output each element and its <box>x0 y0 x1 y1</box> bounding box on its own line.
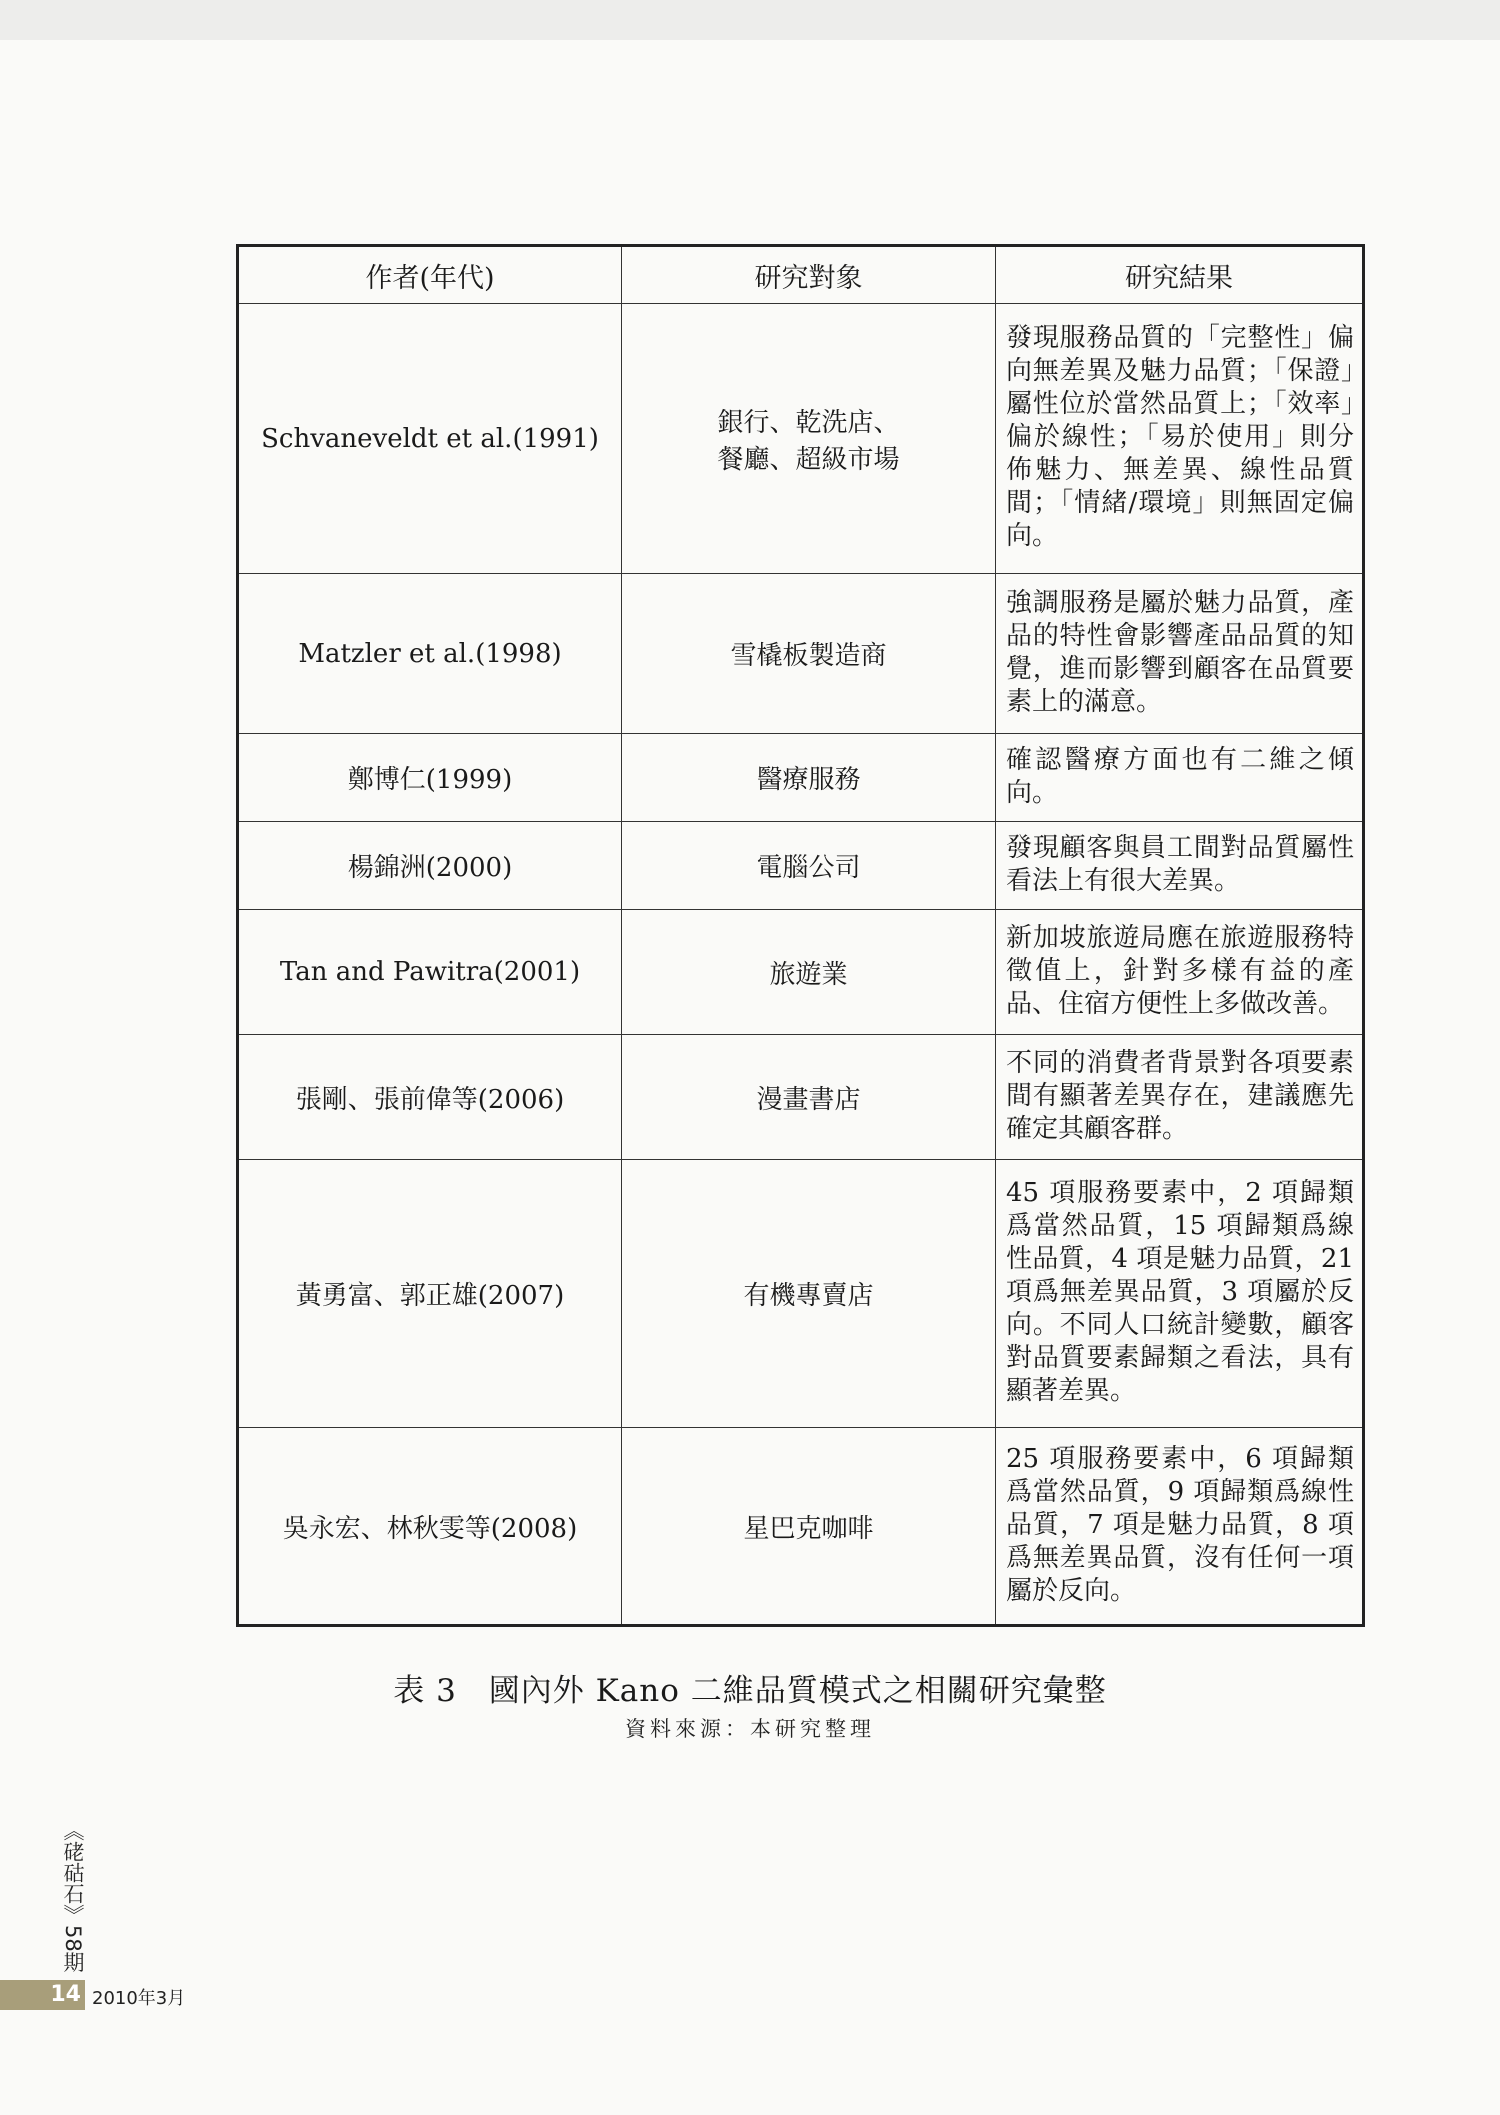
table-row <box>238 1035 1364 1160</box>
header-result: 研究結果 <box>996 246 1364 304</box>
cell-subject <box>622 304 996 574</box>
cell-author: Matzler et al.(1998) <box>238 574 622 734</box>
cell-author: 黃勇富、郭正雄(2007) <box>238 1160 622 1428</box>
cell-subject: 星巴克咖啡 <box>622 1428 996 1626</box>
subject-text: 銀行、乾洗店、 餐廳、超級市場 <box>717 407 900 475</box>
table-row <box>238 734 1364 822</box>
cell-result: 不同的消費者背景對各項要素間有顯著差異存在，建議應先確定其顧客群。 <box>996 1035 1364 1160</box>
cell-result: 發現服務品質的「完整性」偏向無差異及魅力品質；「保證」屬性位於當然品質上；「效率」偏於線性；「易於使用」則分佈魅力、無差異、線性品質間；「情緒/環境」則無固定偏向。 <box>996 304 1364 574</box>
cell-subject: 旅遊業 <box>622 910 996 1035</box>
cell-author: 楊錦洲(2000) <box>238 822 622 910</box>
caption-number: 表 3 <box>393 1673 457 1709</box>
source-note: 資料來源：本研究整理 <box>625 1717 875 1741</box>
table-header-row <box>238 246 1364 304</box>
cell-result: 發現顧客與員工間對品質屬性看法上有很大差異。 <box>996 822 1364 910</box>
journal-name-text: 《硓𥑮石》58期 <box>61 1820 85 1973</box>
journal-name <box>56 1820 90 1978</box>
header-author: 作者(年代) <box>238 246 622 304</box>
cell-subject: 雪橇板製造商 <box>622 574 996 734</box>
cell-author: 張剛、張前偉等(2006) <box>238 1035 622 1160</box>
cell-subject: 漫畫書店 <box>622 1035 996 1160</box>
table-row <box>238 1160 1364 1428</box>
cell-result: 45 項服務要素中，2 項歸類爲當然品質，15 項歸類爲線性品質，4 項是魅力品質，21 項爲無差異品質，3 項屬於反向。不同人口統計變數，顧客對品質要素歸類之看法，具有顯著差異。 <box>996 1160 1364 1428</box>
cell-author: Tan and Pawitra(2001) <box>238 910 622 1035</box>
cell-subject: 醫療服務 <box>622 734 996 822</box>
issue-date: 2010年3月 <box>92 1988 186 2009</box>
page-number: 14 <box>0 1980 85 2010</box>
cell-result: 確認醫療方面也有二維之傾向。 <box>996 734 1364 822</box>
cell-subject: 有機專賣店 <box>622 1160 996 1428</box>
cell-author: 吳永宏、林秋雯等(2008) <box>238 1428 622 1626</box>
kano-research-table <box>236 244 1365 1627</box>
cell-subject: 電腦公司 <box>622 822 996 910</box>
cell-result: 25 項服務要素中，6 項歸類爲當然品質，9 項歸類爲線性品質，7 項是魅力品質，8 項爲無差異品質，沒有任何一項屬於反向。 <box>996 1428 1364 1626</box>
table-caption <box>0 1665 1500 1710</box>
scan-top-strip <box>0 0 1500 40</box>
table-row <box>238 910 1364 1035</box>
research-table-container <box>236 244 1362 1627</box>
table-row <box>238 1428 1364 1626</box>
header-subject: 研究對象 <box>622 246 996 304</box>
table-row <box>238 574 1364 734</box>
cell-result: 新加坡旅遊局應在旅遊服務特徵值上，針對多樣有益的產品、住宿方便性上多做改善。 <box>996 910 1364 1035</box>
cell-author: Schvaneveldt et al.(1991) <box>238 304 622 574</box>
table-row <box>238 822 1364 910</box>
caption-title: 國內外 Kano 二維品質模式之相關研究彙整 <box>488 1673 1107 1709</box>
cell-author: 鄭博仁(1999) <box>238 734 622 822</box>
cell-result: 強調服務是屬於魅力品質，產品的特性會影響產品品質的知覺，進而影響到顧客在品質要素上的滿意。 <box>996 574 1364 734</box>
table-row <box>238 304 1364 574</box>
